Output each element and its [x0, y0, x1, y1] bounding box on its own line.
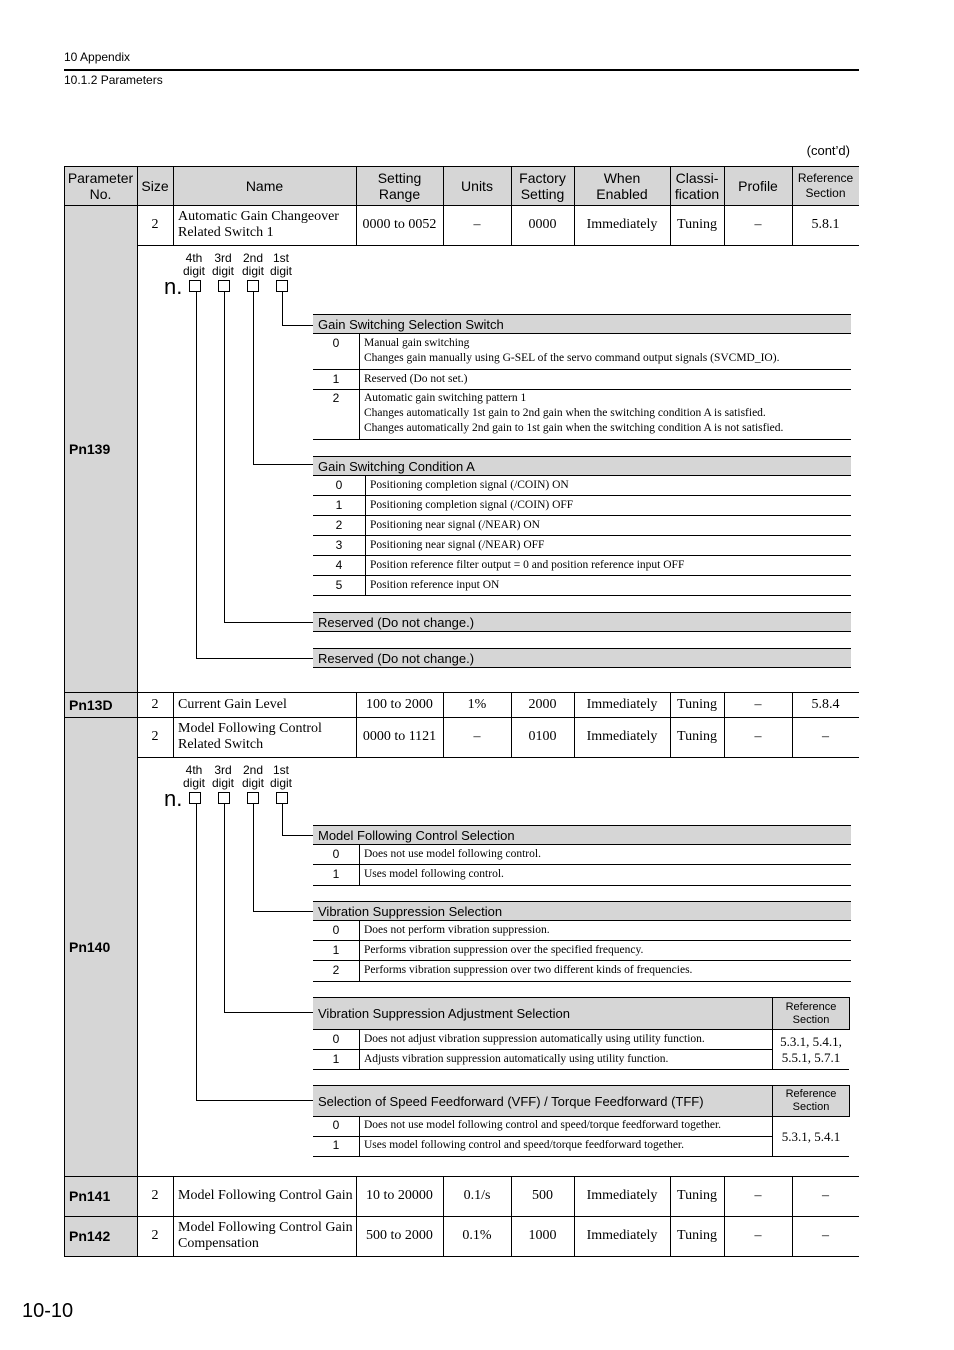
- option-row: [313, 921, 851, 941]
- size-pn13d: 2: [151, 696, 159, 712]
- option-row: [313, 476, 851, 496]
- digit-box-3rd: [218, 280, 230, 292]
- range-pn13d: 100 to 2000: [366, 696, 433, 712]
- name-pn139: Automatic Gain Changeover Related Switch 1: [178, 209, 339, 240]
- option-desc-line1: Position reference filter output = 0 and position reference input OFF: [370, 559, 685, 571]
- factory-pn142: 1000: [528, 1228, 557, 1243]
- option-desc-line1: Positioning near signal (/NEAR) OFF: [370, 539, 545, 551]
- option-value: 2: [332, 391, 340, 405]
- digit-box-3rd: [218, 792, 230, 804]
- pn140-d3-title: Vibration Suppression Adjustment Selection: [313, 997, 849, 1030]
- option-desc-line1: Adjusts vibration suppression automatically using utility function.: [364, 1053, 669, 1065]
- option-value: 4: [335, 558, 343, 572]
- n-prefix: n.: [164, 274, 183, 299]
- option-row: [313, 536, 851, 556]
- range-pn139: 0000 to 0052: [362, 217, 437, 232]
- profile-pn140: –: [754, 729, 762, 744]
- option-row: [313, 370, 851, 390]
- size-pn140: 2: [151, 729, 159, 744]
- option-row: [313, 516, 851, 536]
- option-desc-line1: Position reference input ON: [370, 579, 500, 591]
- pn139-d4-title: Reserved (Do not change.): [313, 648, 851, 668]
- when-pn139: Immediately: [586, 217, 658, 232]
- param-no-pn139: Pn139: [69, 440, 111, 457]
- header-rule: [64, 69, 859, 71]
- col-setting-range: Setting Range: [377, 169, 422, 202]
- when-pn140: Immediately: [586, 729, 658, 744]
- range-pn140: 0000 to 1121: [362, 729, 437, 744]
- option-row: [313, 1030, 772, 1050]
- when-pn141: Immediately: [586, 1188, 658, 1203]
- option-desc-line3: Changes automatically 2nd gain to 1st gain when the switching condition A is not satisfied.: [364, 422, 784, 434]
- chapter-title: 10 Appendix: [64, 50, 131, 64]
- profile-pn139: –: [754, 217, 762, 232]
- class-pn141: Tuning: [677, 1188, 717, 1203]
- option-desc-line1: Automatic gain switching pattern 1: [364, 392, 527, 404]
- option-value: 1: [335, 498, 343, 512]
- digit-label-4th: 4th digit: [182, 763, 205, 790]
- digit-label-1st: 1st digit: [269, 251, 292, 278]
- option-row: [313, 1137, 772, 1157]
- when-pn142: Immediately: [586, 1228, 658, 1243]
- pn140-d2-title: Vibration Suppression Selection: [313, 901, 851, 921]
- digit-box-1st: [276, 792, 288, 804]
- page-number: 10-10: [22, 1300, 74, 1322]
- pn140-d1-title: Model Following Control Selection: [313, 825, 851, 845]
- option-desc-line1: Does not perform vibration suppression.: [364, 924, 550, 936]
- pn139-d2-title: Gain Switching Condition A: [313, 456, 851, 476]
- option-desc-line1: Does not use model following control.: [364, 848, 541, 860]
- option-row: [313, 334, 851, 370]
- factory-pn13d: 2000: [528, 696, 557, 712]
- option-value: 1: [332, 1052, 340, 1066]
- option-desc-line1: Reserved (Do not set.): [364, 373, 468, 385]
- param-no-pn141: Pn141: [69, 1188, 111, 1204]
- name-pn13d: Current Gain Level: [178, 696, 287, 712]
- option-desc-line1: Positioning completion signal (/COIN) OFF: [370, 499, 574, 511]
- digit-label-4th: 4th digit: [182, 251, 205, 278]
- profile-pn13d: –: [754, 696, 762, 712]
- option-value: 2: [332, 963, 340, 977]
- size-pn139: 2: [151, 217, 159, 232]
- digit-label-1st: 1st digit: [269, 763, 292, 790]
- continued-label: (cont’d): [806, 143, 850, 158]
- factory-pn139: 0000: [528, 217, 557, 232]
- col-profile: Profile: [738, 177, 778, 194]
- profile-pn141: –: [754, 1188, 762, 1203]
- option-value: 0: [332, 1032, 340, 1046]
- digit-label-2nd: 2nd digit: [241, 251, 264, 278]
- units-pn141: 0.1/s: [463, 1188, 491, 1203]
- option-desc-line1: Performs vibration suppression over two different kinds of frequencies.: [364, 964, 693, 976]
- class-pn13d: Tuning: [677, 696, 717, 712]
- range-pn141: 10 to 20000: [366, 1188, 433, 1203]
- option-desc-line1: Does not use model following control and speed/torque feedforward together.: [364, 1119, 722, 1131]
- units-pn140: –: [473, 729, 481, 744]
- col-reference-section: Reference Section: [797, 170, 854, 200]
- option-desc-line2: Changes automatically 1st gain to 2nd gain when the switching condition A is satisfied.: [364, 407, 766, 419]
- pn139-d3-title: Reserved (Do not change.): [313, 612, 851, 632]
- factory-pn141: 500: [532, 1188, 553, 1203]
- name-pn140: Model Following Control Related Switch: [178, 721, 322, 752]
- param-no-pn13d: Pn13D: [69, 696, 113, 713]
- option-desc-line1: Does not adjust vibration suppression automatically using utility function.: [364, 1033, 705, 1045]
- param-no-pn140: Pn140: [69, 938, 111, 955]
- digit-box-4th: [189, 280, 201, 292]
- size-pn142: 2: [151, 1228, 159, 1243]
- option-row: [313, 865, 851, 886]
- digit-label-2nd: 2nd digit: [241, 763, 264, 790]
- option-value: 1: [332, 372, 340, 386]
- option-value: 0: [332, 1118, 340, 1132]
- option-value: 0: [332, 923, 340, 937]
- option-row: [313, 941, 851, 961]
- ref-line2: 5.5.1, 5.7.1: [781, 1050, 841, 1065]
- col-size: Size: [141, 177, 169, 194]
- units-pn142: 0.1%: [462, 1228, 492, 1243]
- ref-pn139: 5.8.1: [811, 217, 840, 232]
- col-param-no: Parameter No.: [67, 169, 134, 202]
- col-when-enabled: When Enabled: [596, 169, 648, 202]
- name-pn142: Model Following Control Gain Compensation: [178, 1220, 353, 1251]
- ref-line1: 5.3.1, 5.4.1,: [780, 1034, 842, 1049]
- option-value: 1: [332, 1138, 340, 1152]
- units-pn13d: 1%: [467, 696, 487, 712]
- range-pn142: 500 to 2000: [366, 1228, 433, 1243]
- ref-pn141: –: [822, 1188, 829, 1203]
- option-desc-line1: Positioning near signal (/NEAR) ON: [370, 519, 540, 531]
- ref-pn142: –: [822, 1228, 829, 1243]
- digit-box-1st: [276, 280, 288, 292]
- option-value: 0: [332, 847, 340, 861]
- pn140-d4-ref-header: Reference Section: [772, 1086, 849, 1116]
- option-row: [313, 961, 851, 982]
- factory-pn140: 0100: [528, 729, 557, 744]
- option-value: 3: [335, 538, 343, 552]
- option-row: [313, 1117, 772, 1137]
- col-factory-setting: Factory Setting: [519, 169, 566, 202]
- option-row: [313, 1050, 772, 1070]
- digit-label-3rd: 3rd digit: [211, 763, 234, 790]
- option-desc-line1: Uses model following control and speed/torque feedforward together.: [364, 1139, 684, 1151]
- option-desc-line1: Manual gain switching: [364, 337, 470, 349]
- param-no-pn142: Pn142: [69, 1228, 111, 1244]
- digit-label-3rd: 3rd digit: [211, 251, 234, 278]
- digit-box-2nd: [247, 792, 259, 804]
- option-row: [313, 496, 851, 516]
- option-value: 5: [335, 578, 343, 592]
- col-units: Units: [461, 177, 493, 194]
- option-row: [313, 845, 851, 865]
- ref-pn140: –: [822, 729, 829, 744]
- pn140-d3-ref-value: [772, 1030, 849, 1070]
- pn140-d3-ref-header: Reference Section: [772, 998, 849, 1029]
- n-prefix: n.: [164, 786, 183, 811]
- option-row: [313, 390, 851, 440]
- col-classification: Classi-fication: [674, 169, 720, 202]
- option-value: 0: [335, 478, 343, 492]
- option-value: 1: [332, 867, 340, 881]
- option-value: 2: [335, 518, 343, 532]
- class-pn140: Tuning: [677, 729, 717, 744]
- section-title: 10.1.2 Parameters: [64, 73, 163, 87]
- option-row: [313, 576, 851, 596]
- units-pn139: –: [473, 217, 481, 232]
- pn139-d1-title: Gain Switching Selection Switch: [313, 314, 851, 334]
- class-pn142: Tuning: [677, 1228, 717, 1243]
- pn140-d4-title: Selection of Speed Feedforward (VFF) / Torque Feedforward (TFF): [313, 1085, 849, 1117]
- digit-box-4th: [189, 792, 201, 804]
- option-value: 0: [332, 336, 340, 350]
- digit-box-2nd: [247, 280, 259, 292]
- option-desc-line1: Performs vibration suppression over the specified frequency.: [364, 944, 644, 956]
- size-pn141: 2: [151, 1188, 159, 1203]
- option-row: [313, 556, 851, 576]
- option-value: 1: [332, 943, 340, 957]
- option-desc-line1: Uses model following control.: [364, 868, 504, 880]
- ref-pn13d: 5.8.4: [811, 696, 840, 712]
- when-pn13d: Immediately: [586, 696, 658, 712]
- name-pn141: Model Following Control Gain: [178, 1188, 353, 1203]
- option-desc-line2: Changes gain manually using G-SEL of the servo command output signals (SVCMD_IO).: [364, 352, 780, 364]
- class-pn139: Tuning: [677, 217, 717, 232]
- profile-pn142: –: [754, 1228, 762, 1243]
- pn140-d4-ref-value: 5.3.1, 5.4.1: [772, 1117, 849, 1157]
- col-name: Name: [245, 177, 284, 194]
- option-desc-line1: Positioning completion signal (/COIN) ON: [370, 479, 569, 491]
